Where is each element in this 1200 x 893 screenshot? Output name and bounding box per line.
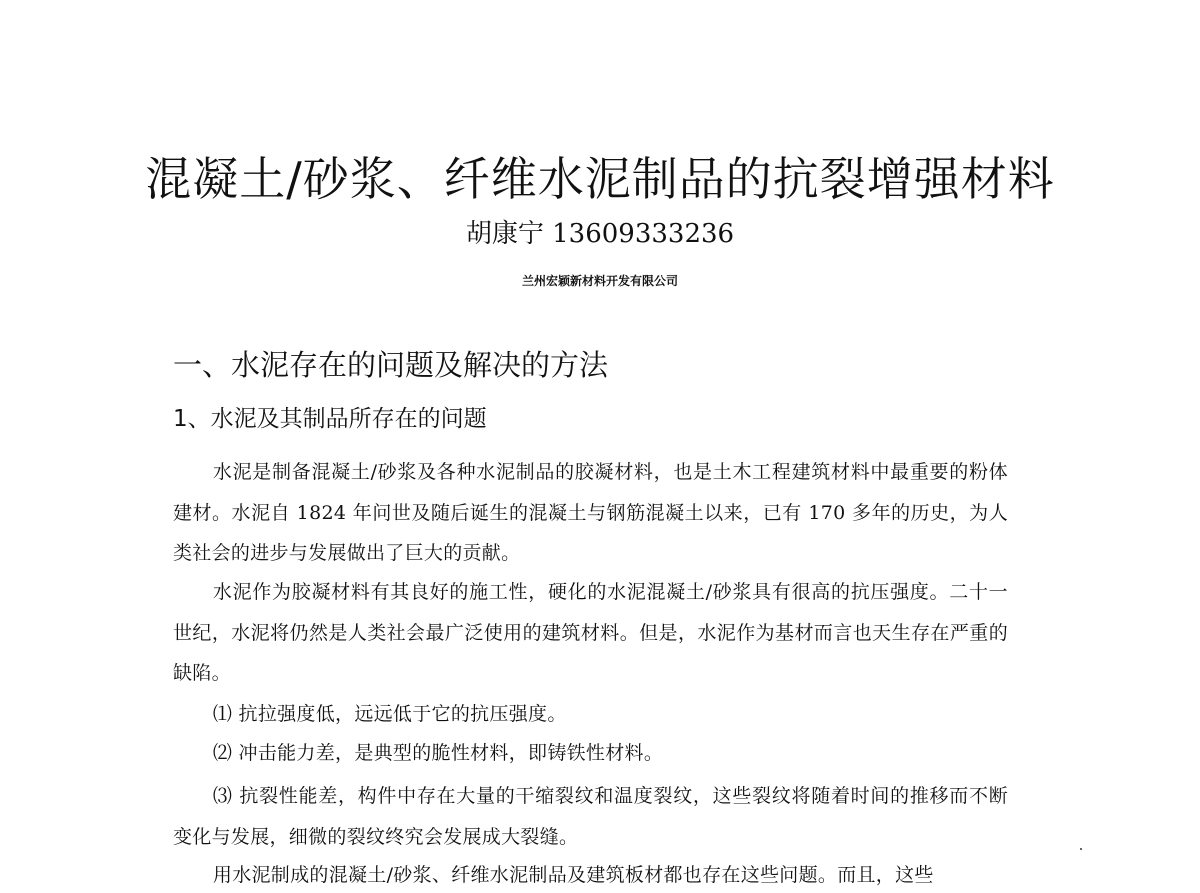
paragraph-3: 用水泥制成的混凝土/砂浆、纤维水泥制品及建筑板材都也存在这些问题。而且，这些: [212, 864, 934, 886]
paragraph-2: 水泥作为胶凝材料有其良好的施工性，硬化的水泥混凝土/砂浆具有很高的抗压强度。二十一世纪，水泥将仍然是人类社会最广泛使用的建筑材料。但是，水泥作为基材而言也天生存在严重的缺陷。: [173, 581, 1008, 684]
section-heading: 一、水泥存在的问题及解决的方法: [173, 348, 609, 382]
author-line: 胡康宁 13609333236: [465, 219, 735, 249]
list-item-3: ⑶ 抗裂性能差，构件中存在大量的干缩裂纹和温度裂纹，这些裂纹将随着时间的推移而不断变化与发展，细微的裂纹终究会发展成大裂缝。: [173, 785, 1008, 848]
subsection-heading: 1、水泥及其制品所存在的问题: [173, 406, 487, 432]
paragraph-1: 水泥是制备混凝土/砂浆及各种水泥制品的胶凝材料，也是土木工程建筑材料中最重要的粉体建材。水泥自 1824 年问世及随后诞生的混凝土与钢筋混凝土以来，已有 170 多年的历史，为人类社会的进步与发展做出了巨大的贡献。: [173, 461, 1008, 564]
list-item-1: ⑴ 抗拉强度低，远远低于它的抗压强度。: [212, 703, 567, 725]
scan-speck: [1080, 848, 1082, 850]
list-item-2: ⑵ 冲击能力差，是典型的脆性材料，即铸铁性材料。: [212, 742, 664, 764]
affiliation: 兰州宏颖新材料开发有限公司: [521, 274, 678, 288]
document-title: 混凝土/砂浆、纤维水泥制品的抗裂增强材料: [145, 152, 1055, 206]
